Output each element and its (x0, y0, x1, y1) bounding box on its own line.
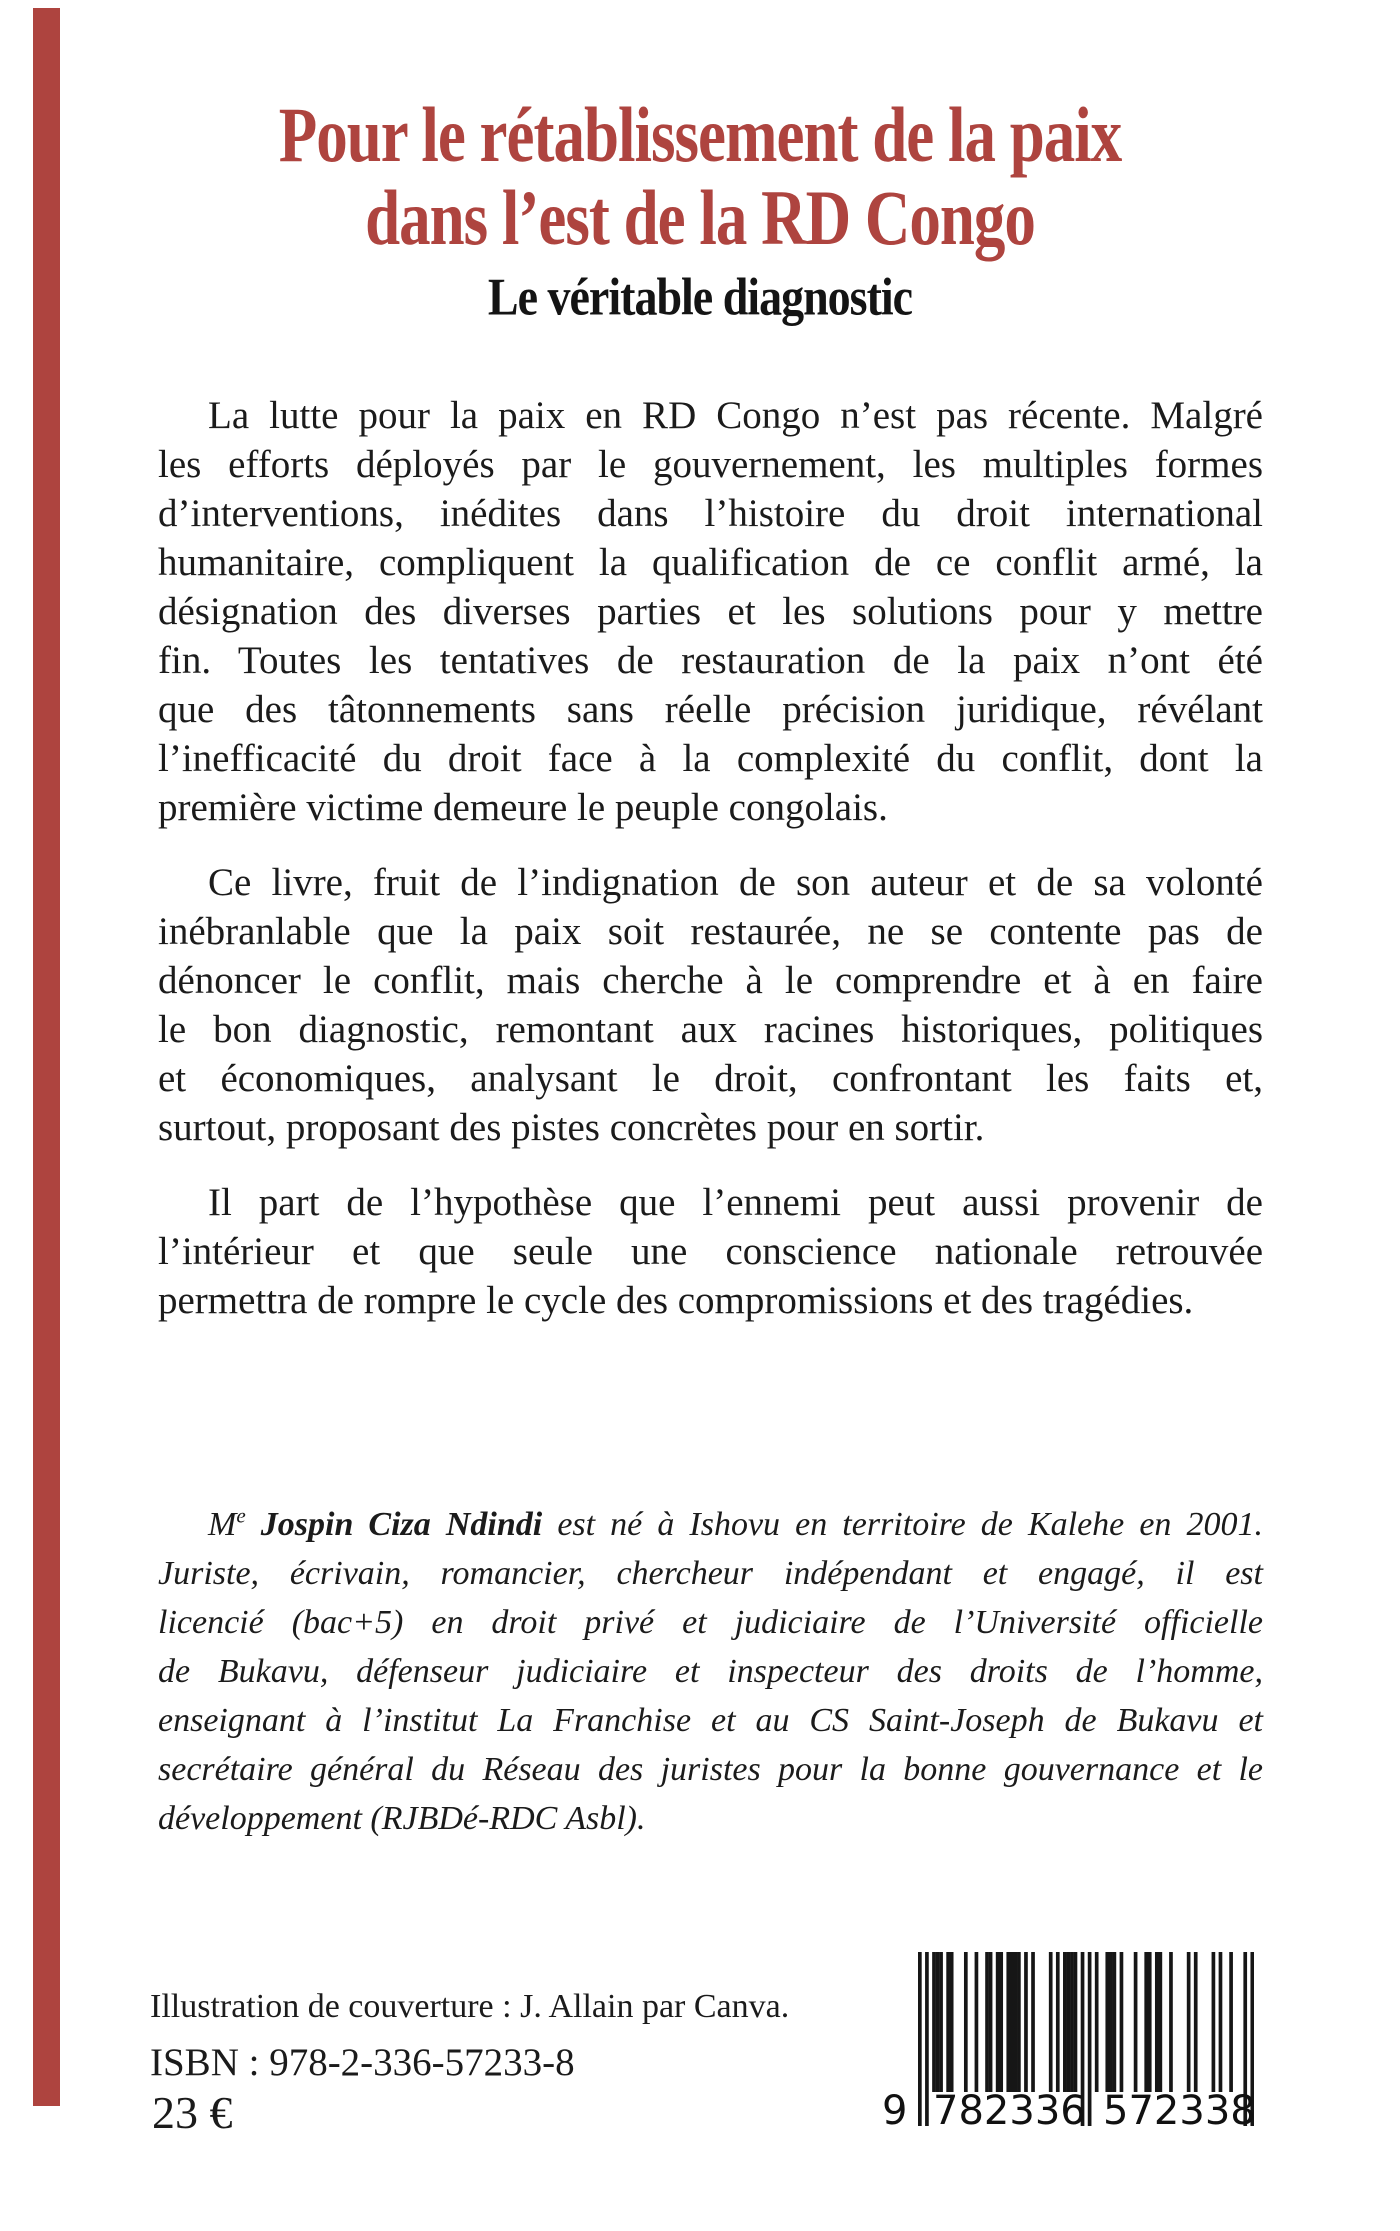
bio-text: M (208, 1506, 237, 1543)
barcode-digit: 8 (1230, 2088, 1256, 2134)
text-line: désignation des diverses parties et les solutions pour y mettre (158, 590, 1263, 633)
barcode-digit: 5 (1103, 2088, 1129, 2134)
ean13-barcode (882, 1952, 1256, 2138)
text-line: licencié (bac+5) en droit privé et judiciaire de l’Université officielle (158, 1604, 1263, 1641)
paragraph (158, 391, 1263, 832)
bio-text (246, 1506, 261, 1543)
text-line: l’inefficacité du droit face à la complexité du conflit, dont la (158, 737, 1263, 780)
barcode-digits-group1 (933, 2088, 1086, 2134)
text-line: La lutte pour la paix en RD Congo n’est pas récente. Malgré (208, 394, 1263, 437)
honorific-sup: e (236, 1503, 246, 1528)
text-line: humanitaire, compliquent la qualification de ce conflit armé, la (158, 541, 1263, 584)
barcode-digit: 2 (1153, 2088, 1180, 2134)
author-bio (158, 1500, 1263, 1843)
text-line: les efforts déployés par le gouvernement, les multiples formes (158, 443, 1263, 486)
isbn-line: ISBN : 978-2-336-57233-8 (150, 2041, 575, 2084)
barcode-digit: 3 (1204, 2088, 1231, 2134)
text-line: Ce livre, fruit de l’indignation de son auteur et de sa volonté (208, 861, 1263, 904)
text-line: surtout, proposant des pistes concrètes pour en sortir. (158, 1106, 985, 1149)
barcode-digit: 3 (1009, 2088, 1035, 2134)
barcode-digits (882, 2088, 1256, 2138)
illustration-credit: Illustration de couverture : J. Allain par Canva. (150, 1988, 790, 2025)
barcode-digit: 7 (1128, 2088, 1154, 2134)
barcode-digit-9: 9 (882, 2088, 908, 2134)
barcode-digit: 6 (1060, 2088, 1086, 2134)
book-title-line1: Pour le rétablissement de la paix (278, 91, 1122, 179)
text-line: Juriste, écrivain, romancier, chercheur indépendant et engagé, il est (158, 1555, 1263, 1592)
barcode-digit: 3 (1179, 2088, 1205, 2134)
text-line: permettra de rompre le cycle des compromissions et des tragédies. (158, 1279, 1194, 1322)
barcode-digit: 8 (958, 2088, 984, 2134)
text-line: développement (RJBDé-RDC Asbl). (158, 1800, 646, 1837)
synopsis (158, 391, 1263, 1351)
book-title-line2: dans l’est de la RD Congo (365, 174, 1035, 262)
text-line: Il part de l’hypothèse que l’ennemi peut aussi provenir de (208, 1181, 1263, 1224)
paragraph (158, 858, 1263, 1152)
barcode-digit: 2 (983, 2088, 1010, 2134)
text-line: dénoncer le conflit, mais cherche à le comprendre et à en faire (158, 959, 1263, 1002)
text-line: secrétaire général du Réseau des juristes pour la bonne gouvernance et le (158, 1751, 1263, 1788)
text-line: enseignant à l’institut La Franchise et au CS Saint-Joseph de Bukavu et (158, 1702, 1263, 1739)
price-label: 23 € (152, 2087, 233, 2138)
text-line: d’interventions, inédites dans l’histoire du droit international (158, 492, 1263, 535)
text-line: fin. Toutes les tentatives de restauration de la paix n’ont été (158, 639, 1263, 682)
author-name: Jospin Ciza Ndindi (260, 1506, 543, 1543)
text-line: inébranlable que la paix soit restaurée, ne se contente pas de (158, 910, 1263, 953)
bio-text: est né à Ishovu en territoire de Kalehe en 2001. (542, 1506, 1263, 1543)
text-line: et économiques, analysant le droit, confrontant les faits et, (158, 1057, 1263, 1100)
barcode-digit: 3 (1034, 2088, 1061, 2134)
book-title (0, 91, 1400, 262)
text-line: l’intérieur et que seule une conscience nationale retrouvée (158, 1230, 1263, 1273)
barcode-digits-group2 (1103, 2088, 1256, 2134)
book-subtitle: Le véritable diagnostic (487, 267, 913, 326)
text-line: que des tâtonnements sans réelle précision juridique, révélant (158, 688, 1263, 731)
text-line (158, 1500, 1263, 1549)
paragraph (158, 1178, 1263, 1325)
text-line: première victime demeure le peuple congolais. (158, 786, 888, 829)
text-line: le bon diagnostic, remontant aux racines historiques, politiques (158, 1008, 1263, 1051)
text-line: de Bukavu, défenseur judiciaire et inspecteur des droits de l’homme, (158, 1653, 1263, 1690)
barcode-digit: 7 (933, 2088, 959, 2134)
